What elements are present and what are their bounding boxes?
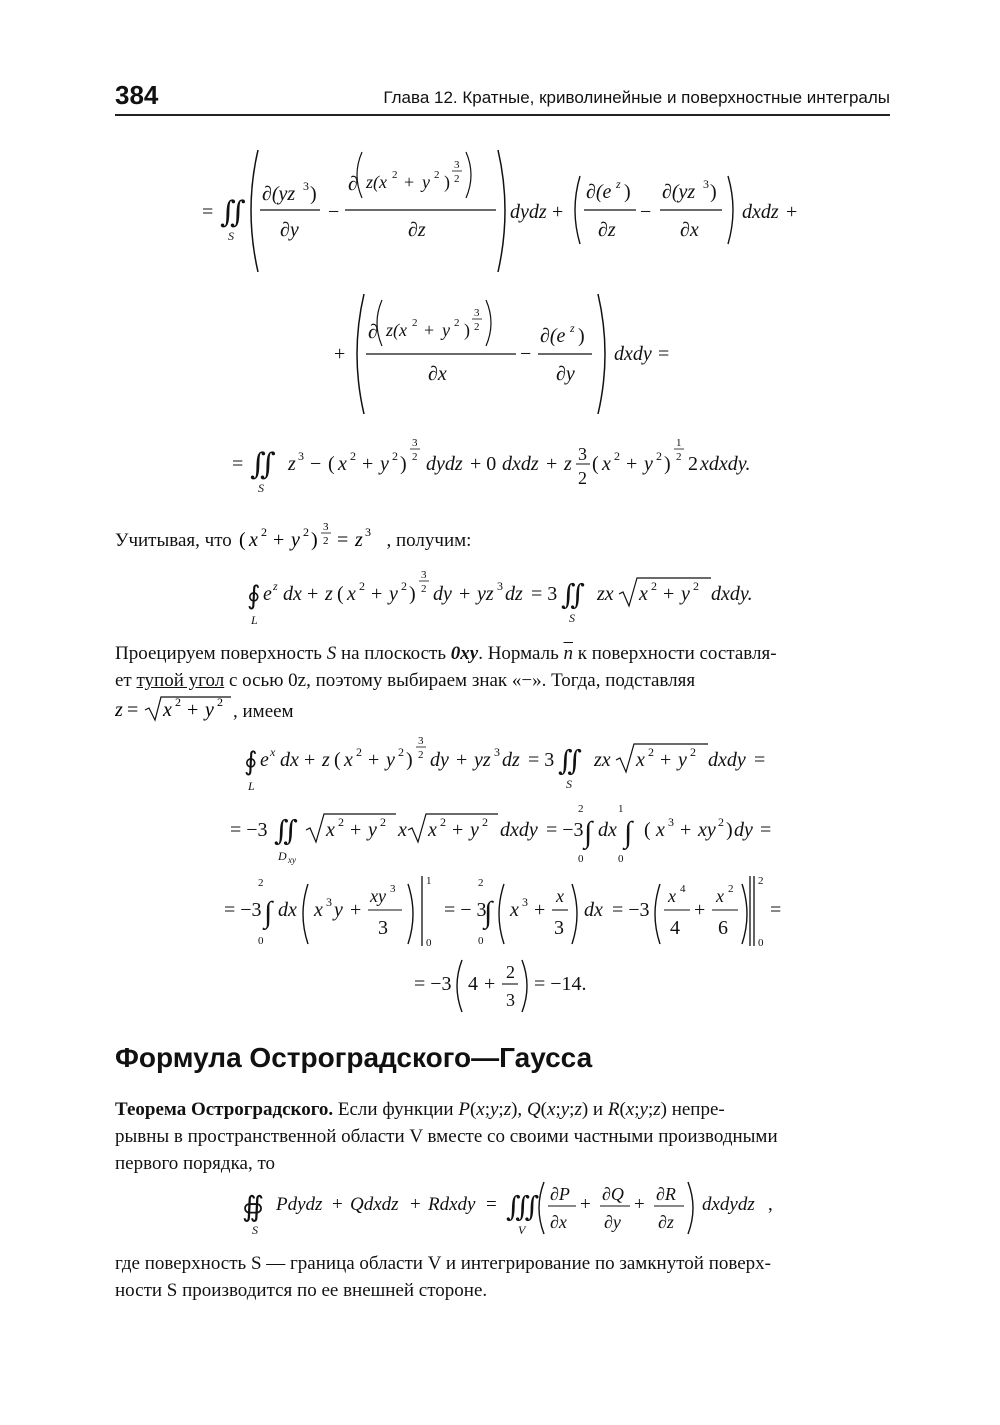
svg-text:∫: ∫: [484, 896, 493, 929]
svg-text:2: 2: [693, 579, 699, 593]
svg-text:−: −: [640, 201, 652, 223]
svg-text:dxdz: dxdz: [742, 201, 779, 223]
svg-text:z: z: [115, 699, 123, 721]
svg-text:2: 2: [688, 453, 698, 475]
svg-text:∬: ∬: [274, 816, 298, 847]
normal-vector-symbol: $\overline{n}$: [563, 643, 574, 664]
svg-text:+: +: [694, 899, 706, 921]
svg-text:): ): [444, 172, 450, 192]
svg-text:∂x: ∂x: [428, 363, 447, 385]
svg-text:dx: dx: [280, 749, 299, 771]
svg-text:z: z: [570, 321, 575, 335]
svg-text:x: x: [347, 583, 356, 605]
svg-text:): ): [310, 529, 318, 551]
svg-text:z(x: z(x: [386, 320, 407, 340]
svg-text:2: 2: [322, 535, 328, 547]
svg-text:): ): [406, 749, 413, 771]
equation-stokes-line-1: [200, 140, 820, 280]
svg-text:x: x: [314, 899, 323, 921]
svg-text:=: =: [760, 819, 772, 841]
svg-text:xy: xy: [370, 886, 386, 906]
svg-text:y: y: [389, 583, 398, 605]
svg-text:x: x: [163, 699, 172, 721]
svg-text:3: 3: [364, 525, 371, 539]
svg-text:∂(e: ∂(e: [586, 181, 612, 203]
svg-text:x: x: [602, 453, 611, 475]
svg-text:∂(yz: ∂(yz: [662, 181, 696, 203]
svg-text:): ): [664, 453, 671, 475]
svg-text:0: 0: [758, 937, 764, 949]
equation-line-integral: [245, 566, 775, 628]
svg-text:dx: dx: [283, 583, 302, 605]
svg-text:Qdxdz: Qdxdz: [350, 1194, 399, 1215]
svg-text:): ): [409, 583, 416, 605]
svg-text:0: 0: [478, 935, 484, 947]
svg-text:x: x: [270, 745, 276, 759]
svg-text:V: V: [518, 1223, 526, 1237]
svg-text:+: +: [660, 749, 672, 771]
svg-text:2: 2: [651, 579, 657, 593]
svg-text:y: y: [422, 172, 430, 192]
svg-text:∂z: ∂z: [598, 219, 616, 241]
svg-text:+: +: [680, 819, 692, 841]
svg-text:yz: yz: [477, 583, 494, 605]
svg-text:Rdxdy: Rdxdy: [428, 1194, 476, 1215]
svg-text:2: 2: [454, 317, 460, 329]
svg-text:z: z: [564, 453, 572, 475]
svg-text:+: +: [456, 749, 468, 771]
svg-text:dxdy: dxdy: [500, 819, 538, 841]
svg-text:=: =: [770, 899, 782, 921]
svg-text:= −3: = −3: [414, 973, 452, 995]
svg-text:∂(yz: ∂(yz: [262, 183, 296, 205]
svg-text:2: 2: [690, 745, 696, 759]
svg-text:2: 2: [380, 815, 386, 829]
svg-text:2: 2: [398, 745, 404, 759]
svg-text:): ): [464, 320, 470, 340]
equation-ostrogradsky-gauss: [240, 1176, 780, 1238]
svg-text:y: y: [205, 699, 214, 721]
svg-text:+: +: [404, 172, 415, 192]
svg-text:3: 3: [322, 521, 328, 533]
section-heading: Формула Остроградского—Гаусса: [115, 1042, 593, 1073]
closing-line-2: ности S производится по ее внешней стороне.: [115, 1280, 488, 1301]
svg-text:2: 2: [758, 875, 764, 887]
svg-text:=: =: [658, 343, 670, 365]
svg-text:(: (: [592, 453, 599, 475]
svg-text:= − 3: = − 3: [444, 899, 487, 921]
svg-text:2: 2: [482, 815, 488, 829]
equation-stokes-line-3: [230, 428, 790, 498]
svg-text:3: 3: [454, 159, 460, 171]
svg-text:): ): [726, 819, 733, 841]
theorem-line-1: Теорема Остроградского. Если функции P(x;y;z), Q(x;y;z) и R(x;y;z) непре-: [115, 1099, 725, 1120]
svg-text:+: +: [350, 819, 362, 841]
svg-text:2: 2: [356, 745, 362, 759]
svg-text:2: 2: [217, 695, 223, 709]
closing-line-1: где поверхность S — граница области V и интегрирование по замкнутой поверх-: [115, 1253, 771, 1274]
svg-text:+: +: [663, 583, 675, 605]
equation-iterated-integral: [228, 800, 788, 868]
svg-text:4: 4: [468, 973, 478, 995]
svg-text:+: +: [272, 529, 284, 551]
svg-text:∂z: ∂z: [408, 219, 426, 241]
projection-line-1: Проецируем поверхность S на плоскость 0xy. Нормаль $\overline{n}$ к поверхности составля-: [115, 643, 777, 664]
svg-text:): ): [710, 181, 717, 203]
svg-text:∂: ∂: [348, 173, 358, 195]
svg-text:x: x: [326, 819, 335, 841]
svg-text:0: 0: [258, 935, 264, 947]
svg-text:= −3: = −3: [546, 819, 584, 841]
svg-text:(: (: [334, 749, 341, 771]
svg-text:zx: zx: [594, 749, 611, 771]
svg-text:∫: ∫: [264, 896, 273, 929]
svg-text:∬: ∬: [561, 580, 585, 611]
svg-text:+: +: [634, 1194, 645, 1215]
svg-text:+: +: [786, 201, 798, 223]
svg-text:y: y: [644, 453, 653, 475]
svg-text:∯: ∯: [242, 1192, 265, 1223]
svg-text:2: 2: [392, 169, 398, 181]
svg-text:+: +: [332, 1194, 343, 1215]
paragraph-projection: [115, 640, 890, 725]
svg-text:3: 3: [578, 444, 587, 464]
svg-text:+: +: [546, 453, 558, 475]
svg-text:2: 2: [350, 449, 356, 463]
svg-text:2: 2: [175, 695, 181, 709]
svg-text:(: (: [644, 819, 651, 841]
svg-text:2: 2: [648, 745, 654, 759]
svg-text:S: S: [566, 777, 572, 791]
svg-text:2: 2: [338, 815, 344, 829]
svg-text:dy: dy: [430, 749, 449, 771]
svg-text:xy: xy: [698, 819, 716, 841]
svg-text:∮: ∮: [244, 747, 258, 776]
page-number: 384: [115, 80, 159, 110]
svg-text:3: 3: [506, 990, 515, 1010]
inline-formula-substitution: [237, 520, 387, 554]
svg-text:3: 3: [554, 917, 564, 939]
svg-text:x: x: [636, 749, 645, 771]
svg-text:= 3: = 3: [528, 749, 555, 771]
svg-text:y: y: [386, 749, 395, 771]
svg-text:+: +: [626, 453, 638, 475]
svg-text:3: 3: [668, 815, 674, 829]
svg-text:∂x: ∂x: [680, 219, 699, 241]
svg-text:= −3: = −3: [612, 899, 650, 921]
svg-text:2: 2: [454, 173, 460, 185]
svg-text:2: 2: [614, 449, 620, 463]
svg-text:x: x: [668, 886, 676, 906]
svg-text:2: 2: [421, 583, 427, 595]
svg-text:∂y: ∂y: [556, 363, 575, 385]
svg-text:+ 0: + 0: [470, 453, 497, 475]
svg-text:+: +: [580, 1194, 591, 1215]
svg-text:2: 2: [434, 169, 440, 181]
svg-text:x: x: [428, 819, 437, 841]
svg-text:−: −: [520, 343, 532, 365]
svg-text:Pdydz: Pdydz: [276, 1194, 323, 1215]
svg-text:2: 2: [718, 815, 724, 829]
svg-text:x: x: [510, 899, 519, 921]
svg-text:∂Q: ∂Q: [602, 1184, 624, 1204]
svg-text:dydz: dydz: [510, 201, 547, 223]
svg-text:1: 1: [618, 803, 624, 815]
svg-text:∂x: ∂x: [550, 1212, 567, 1232]
svg-text:=: =: [202, 201, 214, 223]
svg-text:+: +: [534, 899, 546, 921]
svg-text:x: x: [338, 453, 347, 475]
svg-text:y: y: [380, 453, 389, 475]
svg-text:(: (: [238, 529, 246, 551]
svg-text:z: z: [322, 749, 330, 771]
svg-text:dxdy.: dxdy.: [711, 583, 753, 605]
svg-text:3: 3: [418, 735, 424, 747]
svg-text:∭: ∭: [506, 1192, 540, 1223]
svg-text:∂z: ∂z: [658, 1212, 674, 1232]
svg-text:=: =: [127, 699, 139, 721]
svg-text:dxdy: dxdy: [614, 343, 652, 365]
svg-text:,: ,: [768, 1194, 773, 1215]
svg-text:+: +: [452, 819, 464, 841]
svg-text:= 3: = 3: [531, 583, 558, 605]
theorem-paragraph: [115, 1096, 890, 1177]
svg-text:+: +: [459, 583, 471, 605]
svg-text:dz: dz: [505, 583, 523, 605]
svg-text:2: 2: [478, 877, 484, 889]
svg-text:+: +: [307, 583, 319, 605]
svg-text:1: 1: [426, 875, 432, 887]
svg-text:dz: dz: [502, 749, 520, 771]
projection-line-2: ет тупой угол с осью 0z, поэтому выбираем знак «−». Тогда, подставляя: [115, 670, 696, 691]
svg-text:2: 2: [260, 525, 267, 539]
svg-text:x: x: [556, 886, 564, 906]
equation-line-integral-repeated: [242, 732, 782, 794]
svg-text:z: z: [325, 583, 333, 605]
svg-text:dxdz: dxdz: [502, 453, 539, 475]
svg-text:4: 4: [680, 883, 686, 895]
svg-text:∂y: ∂y: [280, 219, 299, 241]
svg-text:x: x: [248, 529, 258, 551]
svg-text:∂y: ∂y: [604, 1212, 621, 1232]
svg-text:): ): [624, 181, 631, 203]
svg-text:∂P: ∂P: [550, 1184, 570, 1204]
svg-text:yz: yz: [474, 749, 491, 771]
projection-line-3: z = x 2 + y 2 , имеем: [115, 695, 294, 722]
svg-text:=: =: [486, 1194, 497, 1215]
equation-result: [412, 954, 612, 1016]
running-header: [115, 80, 890, 116]
theorem-line-3: первого порядка, то: [115, 1153, 276, 1174]
substitution-tail: , получим:: [386, 530, 472, 551]
svg-text:e: e: [263, 583, 272, 605]
svg-text:∂: ∂: [368, 321, 378, 343]
svg-text:2: 2: [474, 321, 480, 333]
svg-text:dx: dx: [278, 899, 297, 921]
paragraph-substitution: [115, 520, 890, 554]
svg-text:S: S: [569, 611, 575, 625]
svg-text:z(x: z(x: [366, 172, 387, 192]
svg-text:2: 2: [578, 803, 584, 815]
svg-text:+: +: [371, 583, 383, 605]
svg-text:S: S: [252, 1223, 258, 1237]
theorem-line-2: рывны в пространственной области V вместе со своими частными производными: [115, 1126, 778, 1147]
svg-text:= −3: = −3: [230, 819, 268, 841]
svg-text:+: +: [304, 749, 316, 771]
svg-text:2: 2: [401, 579, 407, 593]
svg-text:∂(e: ∂(e: [540, 325, 566, 347]
svg-text:3: 3: [412, 437, 418, 449]
svg-text:dy: dy: [433, 583, 452, 605]
svg-text:3: 3: [390, 883, 396, 895]
svg-text:+: +: [368, 749, 380, 771]
chapter-title: Глава 12. Кратные, криволинейные и поверхностные интегралы: [383, 88, 890, 107]
svg-text:2: 2: [412, 317, 418, 329]
svg-text:3: 3: [421, 569, 427, 581]
svg-text:3: 3: [298, 449, 304, 463]
svg-text:y: y: [470, 819, 479, 841]
svg-text:D: D: [278, 849, 287, 863]
inline-formula-z-substitution: [115, 694, 233, 724]
svg-text:z: z: [273, 579, 278, 593]
svg-text:3: 3: [494, 745, 500, 759]
svg-text:x: x: [398, 819, 407, 841]
svg-text:dydz: dydz: [426, 453, 463, 475]
svg-text:dy: dy: [734, 819, 753, 841]
svg-text:(: (: [328, 453, 335, 475]
svg-text:∬: ∬: [250, 448, 276, 481]
svg-text:dxdydz: dxdydz: [702, 1194, 755, 1215]
svg-text:∮: ∮: [247, 581, 261, 610]
svg-text:S: S: [258, 481, 264, 495]
svg-text:): ): [310, 183, 317, 205]
closing-paragraph: [115, 1250, 890, 1304]
svg-text:2: 2: [418, 749, 424, 761]
svg-text:3: 3: [303, 179, 309, 193]
svg-text:∫: ∫: [584, 816, 593, 849]
svg-text:3: 3: [497, 579, 503, 593]
svg-text:x: x: [344, 749, 353, 771]
svg-text:(: (: [337, 583, 344, 605]
theorem-label: Теорема Остроградского.: [115, 1099, 334, 1120]
svg-text:∂R: ∂R: [656, 1184, 676, 1204]
svg-text:y: y: [678, 749, 687, 771]
svg-text:z: z: [616, 177, 621, 191]
svg-text:): ): [578, 325, 585, 347]
svg-text:xy: xy: [288, 855, 296, 865]
svg-text:dx: dx: [598, 819, 617, 841]
svg-text:−: −: [310, 453, 322, 475]
svg-text:y: y: [681, 583, 690, 605]
svg-text:2: 2: [506, 962, 515, 982]
svg-text:+: +: [350, 899, 362, 921]
svg-text:1: 1: [676, 437, 682, 449]
svg-text:2: 2: [676, 451, 682, 463]
svg-text:y: y: [442, 320, 450, 340]
svg-text:): ): [400, 453, 407, 475]
svg-text:=: =: [232, 453, 244, 475]
svg-text:+: +: [410, 1194, 421, 1215]
svg-text:3: 3: [703, 177, 709, 191]
svg-text:z: z: [354, 529, 363, 551]
svg-text:dxdy: dxdy: [708, 749, 746, 771]
equation-evaluation: [222, 870, 792, 954]
svg-text:3: 3: [474, 307, 480, 319]
svg-text:y: y: [290, 529, 300, 551]
svg-text:2: 2: [412, 451, 418, 463]
svg-text:+: +: [424, 320, 435, 340]
svg-text:e: e: [260, 749, 269, 771]
svg-text:3: 3: [326, 895, 332, 909]
svg-text:+: +: [187, 699, 199, 721]
svg-text:0: 0: [578, 853, 584, 865]
substitution-lead: Учитывая, что: [115, 530, 232, 551]
svg-text:−: −: [328, 201, 340, 223]
svg-text:∬: ∬: [558, 746, 582, 777]
svg-text:0: 0: [426, 937, 432, 949]
svg-text:=: =: [754, 749, 766, 771]
svg-text:= −3: = −3: [224, 899, 262, 921]
svg-text:zx: zx: [597, 583, 614, 605]
svg-text:+: +: [552, 201, 564, 223]
svg-text:3: 3: [378, 917, 388, 939]
svg-text:=: =: [336, 529, 348, 551]
svg-text:y: y: [368, 819, 377, 841]
equation-stokes-line-2: [330, 288, 690, 420]
svg-text:∫: ∫: [624, 816, 633, 849]
svg-text:2: 2: [440, 815, 446, 829]
svg-text:+: +: [334, 343, 346, 365]
svg-text:2: 2: [656, 449, 662, 463]
svg-text:4: 4: [670, 917, 680, 939]
svg-text:6: 6: [718, 917, 728, 939]
svg-text:L: L: [251, 613, 258, 627]
svg-text:L: L: [248, 779, 255, 793]
svg-text:dx: dx: [584, 899, 603, 921]
svg-text:= −14.: = −14.: [534, 973, 587, 995]
svg-text:2: 2: [258, 877, 264, 889]
svg-text:2: 2: [392, 449, 398, 463]
svg-text:x: x: [639, 583, 648, 605]
svg-text:+: +: [484, 973, 496, 995]
svg-text:+: +: [362, 453, 374, 475]
svg-text:∬: ∬: [220, 196, 246, 229]
svg-text:0: 0: [618, 853, 624, 865]
svg-text:x: x: [716, 886, 724, 906]
svg-text:3: 3: [522, 895, 528, 909]
svg-text:2: 2: [302, 525, 309, 539]
svg-text:x: x: [656, 819, 665, 841]
svg-text:z: z: [288, 453, 296, 475]
svg-text:y: y: [334, 899, 343, 921]
svg-text:xdxdy.: xdxdy.: [700, 453, 751, 475]
svg-text:S: S: [228, 229, 234, 243]
svg-text:2: 2: [578, 468, 587, 488]
svg-text:2: 2: [359, 579, 365, 593]
svg-text:2: 2: [728, 883, 734, 895]
